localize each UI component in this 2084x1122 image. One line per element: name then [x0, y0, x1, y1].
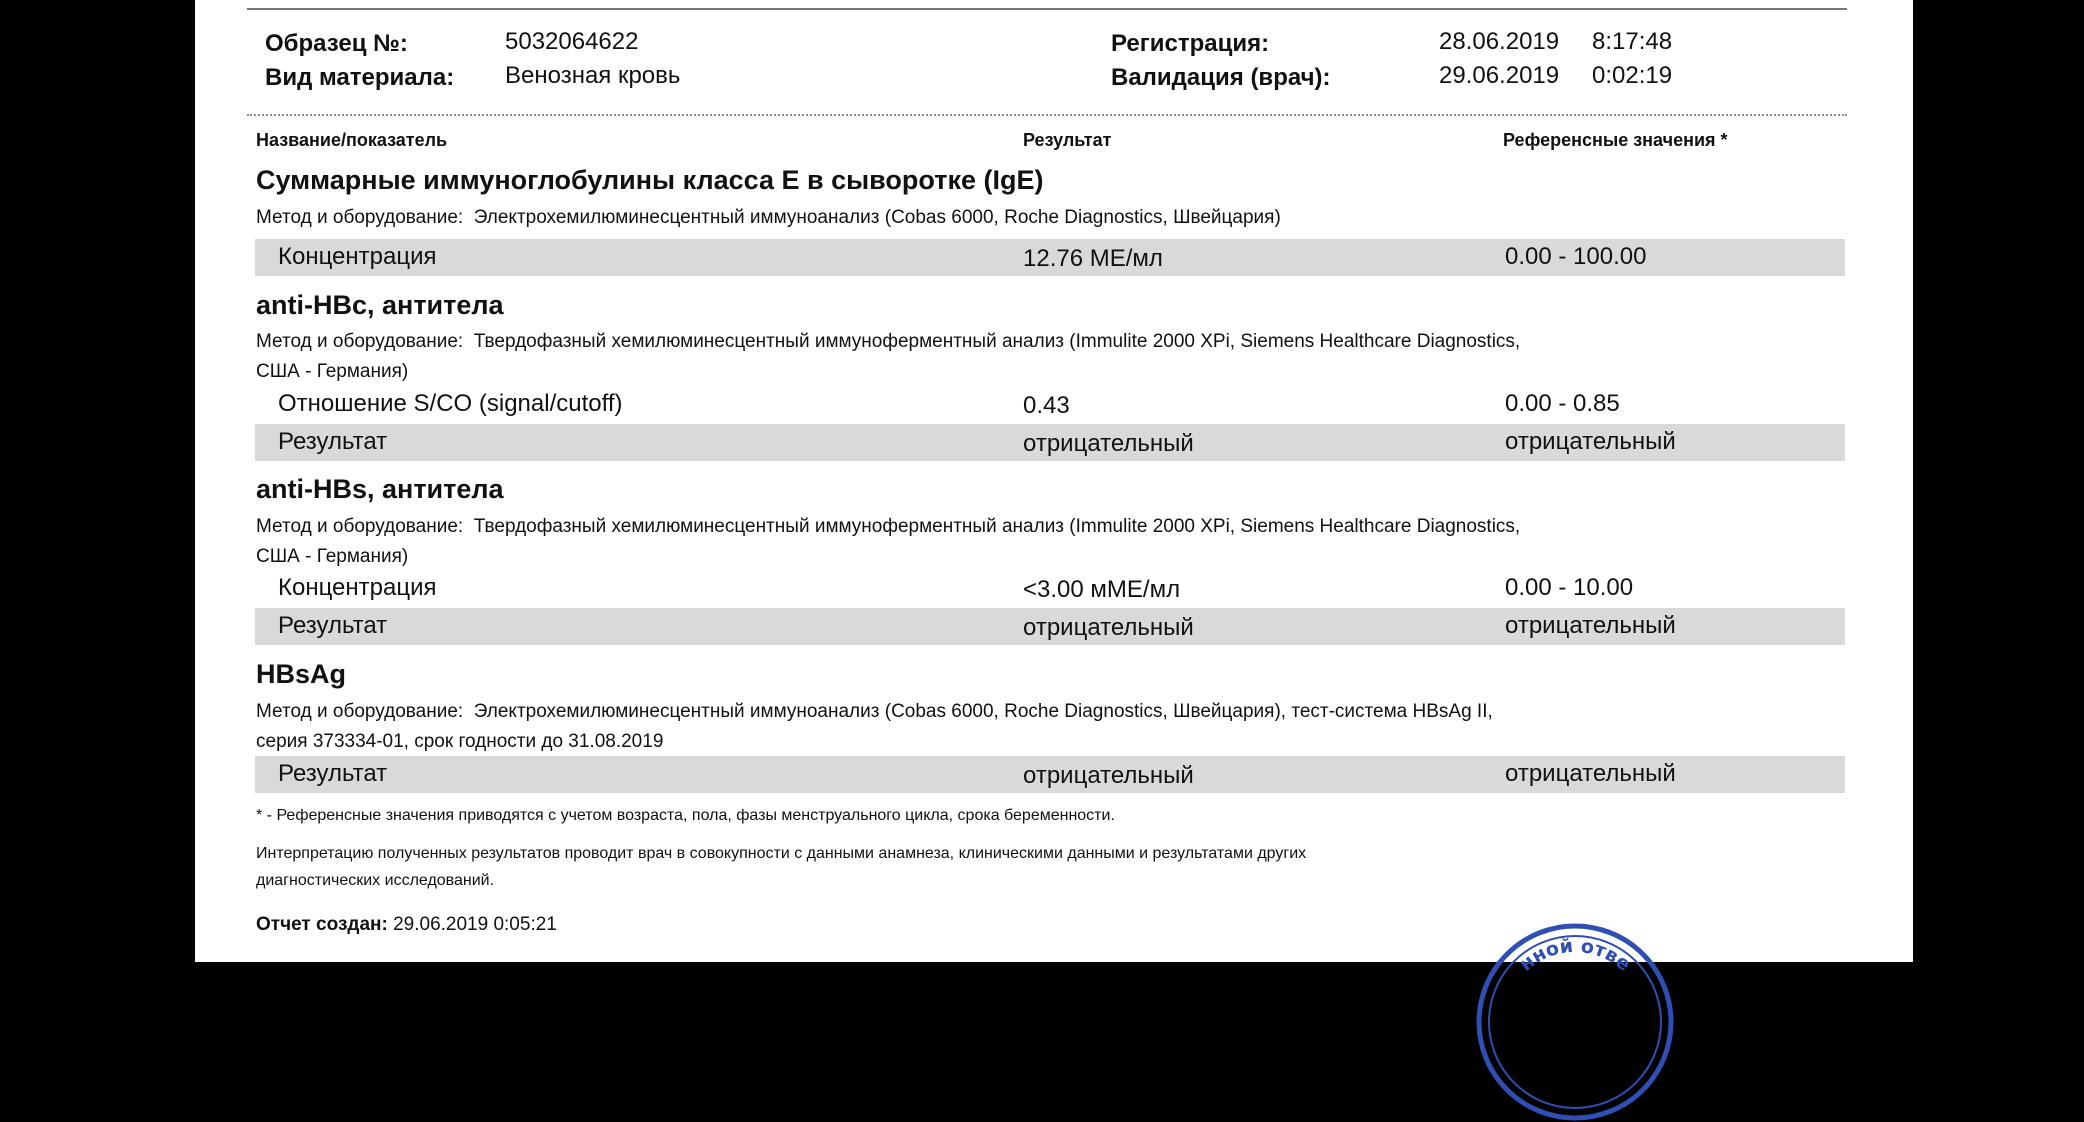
- svg-text:нной отве: [1515, 935, 1635, 976]
- lab-report-page: [195, 0, 1913, 976]
- interpretation-line: Интерпретацию полученных результатов проводит врач в совокупности с данными анамнеза, клиническими данными и результатами других: [256, 845, 1307, 862]
- row-name: Результат: [278, 760, 388, 787]
- registration-date: 28.06.2019: [1439, 28, 1560, 55]
- method-line: США - Германия): [256, 546, 409, 567]
- row-result: <3.00 мМЕ/мл: [1023, 576, 1181, 603]
- row-result: отрицательный: [1023, 614, 1194, 641]
- column-heading-name: Название/показатель: [256, 130, 448, 150]
- section-title-anti-hbs: anti-HBs, антитела: [256, 474, 504, 504]
- column-heading-reference: Референсные значения *: [1503, 130, 1728, 150]
- registration-time: 8:17:48: [1592, 28, 1673, 55]
- method-anti-hbs: [256, 512, 1520, 572]
- column-heading-result: Результат: [1023, 130, 1112, 150]
- method-line: Электрохемилюминесцентный иммуноанализ (Cobas 6000, Roche Diagnostics, Швейцария): [473, 207, 1281, 228]
- row-result: 12.76 МЕ/мл: [1023, 245, 1163, 272]
- validation-date: 29.06.2019: [1439, 62, 1560, 89]
- row-name: Результат: [278, 428, 388, 455]
- method-line: Твердофазный хемилюминесцентный иммуноферментный анализ (Immulite 2000 XPi, Siemens Healthcare Diagnostics,: [473, 516, 1521, 537]
- section-title-anti-hbc: anti-HBc, антитела: [256, 290, 504, 320]
- section-title-hbsag: HBsAg: [256, 659, 347, 689]
- row-result: отрицательный: [1023, 762, 1194, 789]
- official-stamp-icon: [1475, 922, 1675, 1122]
- row-result: отрицательный: [1023, 430, 1194, 457]
- validation-time: 0:02:19: [1592, 62, 1673, 89]
- row-reference: 0.00 - 0.85: [1505, 390, 1620, 417]
- row-reference: 0.00 - 10.00: [1505, 574, 1634, 601]
- method-ige: [256, 203, 1281, 233]
- sample-number: 5032064622: [505, 28, 639, 55]
- method-prefix: Метод и оборудование:: [256, 701, 464, 722]
- row-reference: отрицательный: [1505, 612, 1676, 639]
- section-title-ige: Суммарные иммуноглобулины класса E в сыворотке (IgE): [256, 165, 1044, 195]
- report-created-label: Отчет создан:: [256, 914, 388, 935]
- dotted-separator: [247, 114, 1847, 116]
- table-row: [255, 424, 1845, 461]
- material-label: Вид материала:: [265, 64, 455, 91]
- sample-label: Образец №:: [265, 30, 408, 57]
- row-result: 0.43: [1023, 392, 1070, 419]
- report-created-value: 29.06.2019 0:05:21: [393, 914, 557, 935]
- row-reference: отрицательный: [1505, 760, 1676, 787]
- method-line: серия 373334-01, срок годности до 31.08.2019: [256, 731, 664, 752]
- report-created: [256, 914, 557, 936]
- registration-label: Регистрация:: [1111, 30, 1270, 57]
- interpretation-note: [256, 840, 1306, 894]
- method-anti-hbc: [256, 327, 1520, 387]
- method-line: Твердофазный хемилюминесцентный иммуноферментный анализ (Immulite 2000 XPi, Siemens Healthcare Diagnostics,: [473, 331, 1521, 352]
- row-name: Отношение S/CO (signal/cutoff): [278, 390, 623, 417]
- row-name: Концентрация: [278, 574, 437, 601]
- method-prefix: Метод и оборудование:: [256, 516, 464, 537]
- row-reference: отрицательный: [1505, 428, 1676, 455]
- table-row: [255, 756, 1845, 793]
- method-prefix: Метод и оборудование:: [256, 207, 464, 228]
- stamp-text: нной отве: [1515, 934, 1635, 976]
- validation-label: Валидация (врач):: [1111, 64, 1331, 91]
- row-reference: 0.00 - 100.00: [1505, 243, 1647, 270]
- reference-footnote: * - Референсные значения приводятся с учетом возраста, пола, фазы менструального цикла, срока беременности.: [256, 807, 1115, 824]
- method-line: США - Германия): [256, 361, 409, 382]
- table-row: [255, 570, 1845, 607]
- top-rule: [247, 8, 1847, 10]
- interpretation-line: диагностических исследований.: [256, 872, 495, 889]
- table-row: [255, 608, 1845, 645]
- material-value: Венозная кровь: [505, 62, 681, 89]
- table-row: [255, 239, 1845, 276]
- row-name: Результат: [278, 612, 388, 639]
- method-prefix: Метод и оборудование:: [256, 331, 464, 352]
- method-hbsag: [256, 697, 1493, 757]
- table-row: [255, 386, 1845, 423]
- row-name: Концентрация: [278, 243, 437, 270]
- method-line: Электрохемилюминесцентный иммуноанализ (Cobas 6000, Roche Diagnostics, Швейцария), тест-система HBsAg II,: [473, 701, 1493, 722]
